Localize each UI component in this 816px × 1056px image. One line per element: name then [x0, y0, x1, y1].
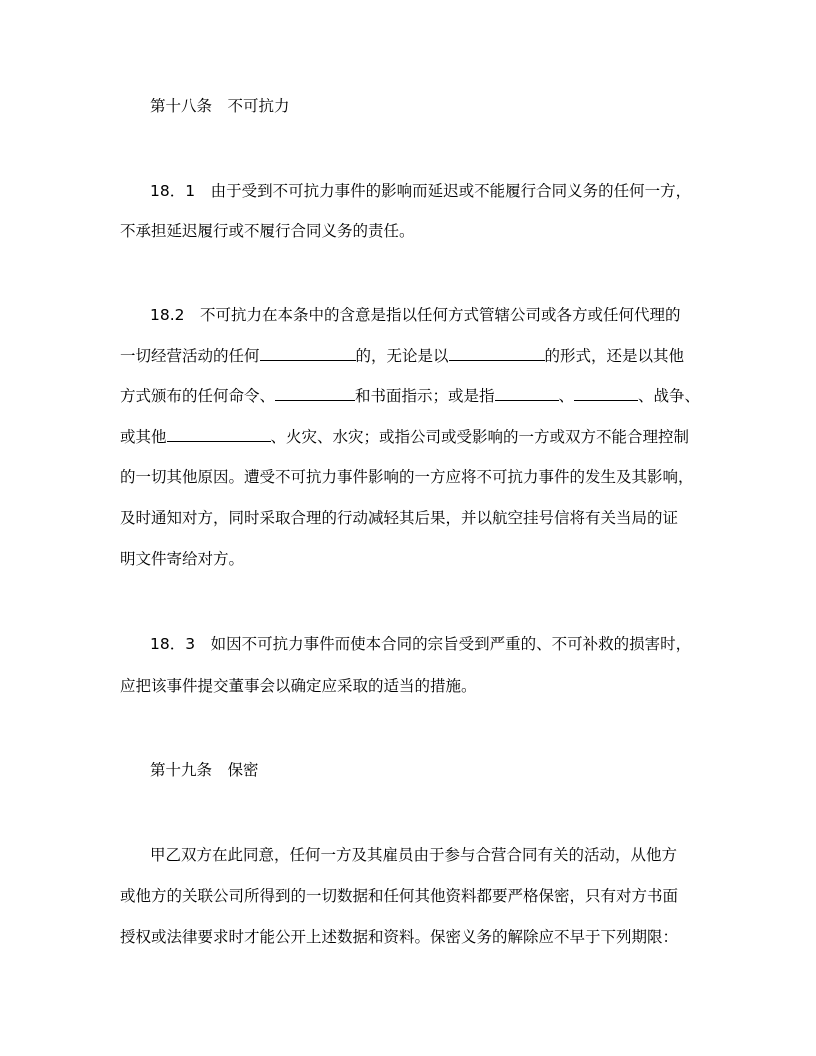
article-19-line-3: 授权或法律要求时才能公开上述数据和资料。保密义务的解除应不早于下列期限： [120, 928, 679, 946]
text-segment: 、 [558, 387, 575, 405]
text-segment: 或其他 [120, 428, 167, 446]
clause-18-1-line-2: 不承担延迟履行或不履行合同义务的责任。 [120, 222, 415, 240]
clause-18-3-line-2: 应把该事件提交董事会以确定应采取的适当的措施。 [120, 677, 477, 695]
clause-18-2-line-3 [120, 385, 700, 406]
clause-18-1-line-1: 18．1 由于受到不可抗力事件的影响而延迟或不能履行合同义务的任何一方， [150, 182, 692, 200]
clause-18-2-line-5: 的一切其他原因。遭受不可抗力事件影响的一方应将不可抗力事件的发生及其影响， [120, 468, 694, 486]
clause-18-2-line-2 [120, 345, 684, 366]
text-segment: 、火灾、水灾；或指公司或受影响的一方或双方不能合理控制 [270, 428, 690, 446]
article-19-line-2: 或他方的关联公司所得到的一切数据和任何其他资料都要严格保密，只有对方书面 [120, 887, 679, 905]
text-segment: 的形式，还是以其他 [544, 347, 685, 365]
clause-18-2-line-7: 明文件寄给对方。 [120, 550, 245, 568]
text-segment: 方式颁布的任何命令、 [120, 387, 276, 405]
fill-in-blank [275, 385, 355, 401]
clause-18-2-line-4 [120, 426, 689, 447]
fill-in-blank [167, 426, 271, 442]
fill-in-blank [495, 385, 559, 401]
clause-18-2-line-6: 及时通知对方，同时采取合理的行动减轻其后果，并以航空挂号信将有关当局的证 [120, 509, 679, 527]
text-segment: 一切经营活动的任何 [120, 347, 260, 365]
article-19-line-1: 甲乙双方在此同意，任何一方及其雇员由于参与合营合同有关的活动，从他方 [150, 846, 678, 864]
fill-in-blank [260, 345, 356, 361]
clause-18-3-line-1: 18．3 如因不可抗力事件而使本合同的宗旨受到严重的、不可补救的损害时， [150, 635, 692, 653]
article-18-heading: 第十八条 不可抗力 [150, 97, 290, 115]
clause-18-2-line-1: 18.2 不可抗力在本条中的含意是指以任何方式管辖公司或各方或任何代理的 [150, 306, 681, 324]
text-segment: 、战争、 [638, 387, 701, 405]
fill-in-blank [574, 385, 638, 401]
article-19-heading: 第十九条 保密 [150, 761, 259, 779]
fill-in-blank [449, 345, 545, 361]
text-segment: 和书面指示；或是指 [355, 387, 495, 405]
text-segment: 的，无论是以 [355, 347, 449, 365]
